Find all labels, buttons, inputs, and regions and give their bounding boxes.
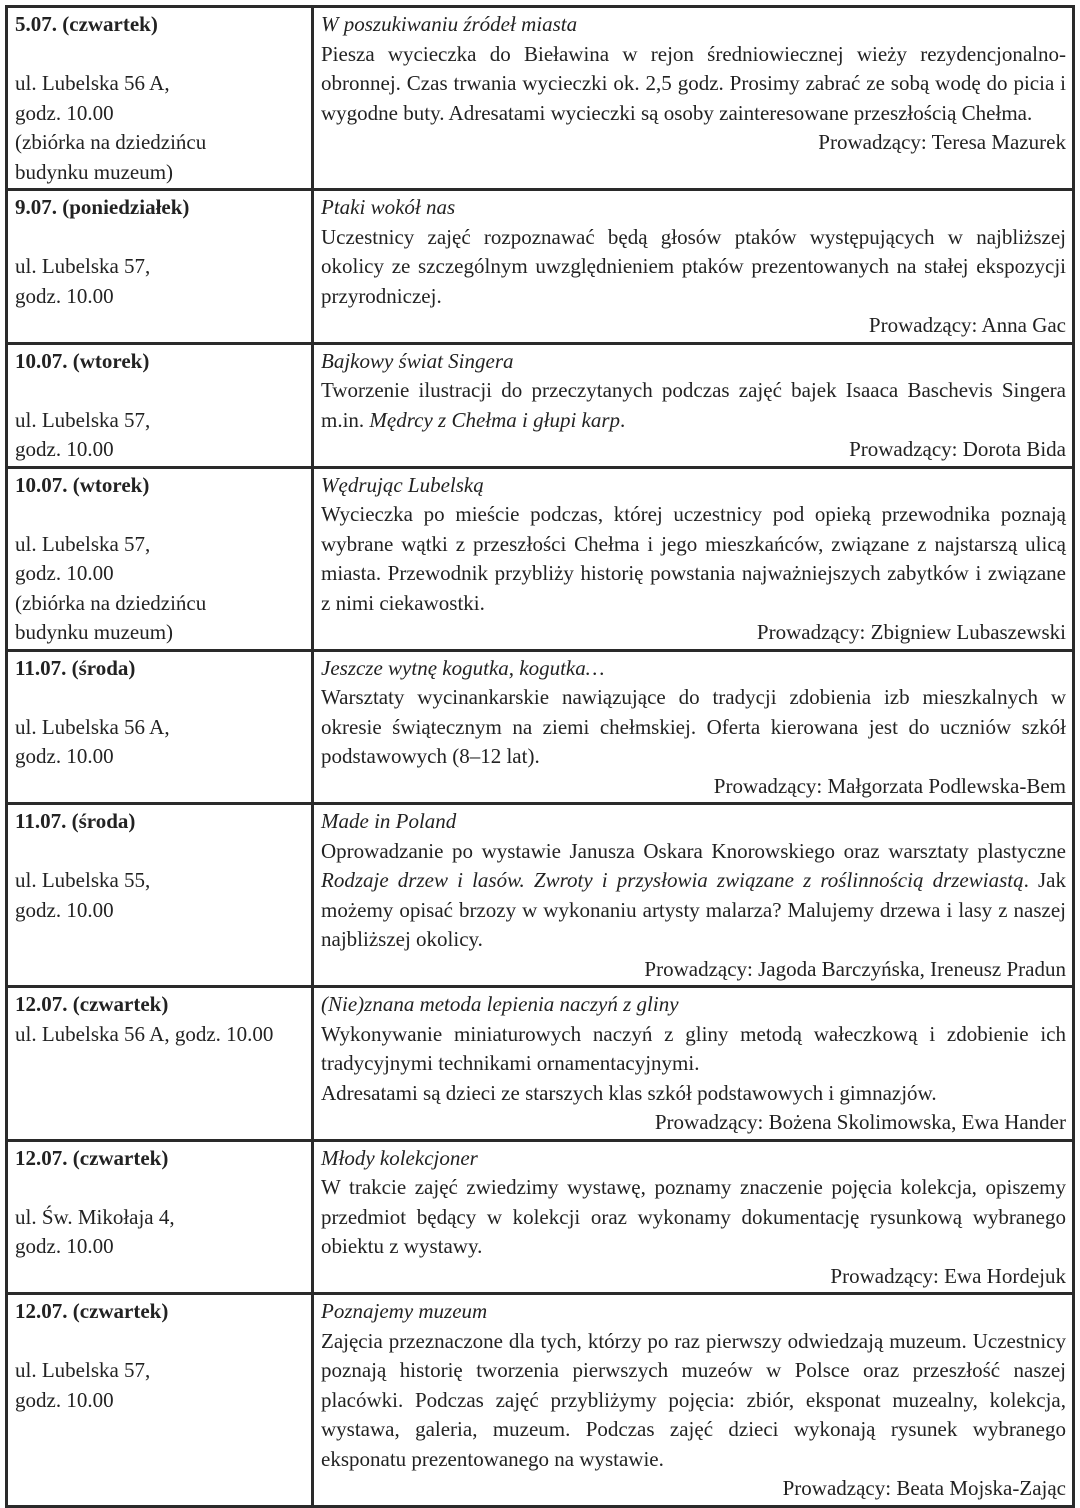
events-schedule-table [5, 5, 1075, 1508]
event-location-line: ul. Lubelska 57, [15, 407, 151, 432]
event-description-italic: Rodzaje drzew i lasów. Zwroty i przysłowia związane z roślinnością drzewiastą [321, 868, 1024, 892]
event-details-cell [313, 804, 1074, 987]
event-when-where-cell [7, 343, 313, 467]
spacer [15, 40, 305, 70]
event-location [15, 530, 305, 648]
event-description [321, 1173, 1066, 1262]
event-location [15, 69, 305, 187]
event-description-text: Wycieczka po mieście podczas, której uczestnicy pod opieką przewodnika poznają wybrane wątki z przeszłości Chełma i jego mieszkańców, związane z najstarszą ulicą miasta. Przewodnik przybliży historię powstania najważniejszych zabytków i związane z nimi ciekawostki. [321, 502, 1066, 615]
event-row [7, 804, 1074, 987]
event-location [15, 866, 305, 925]
events-table-body [7, 7, 1074, 1507]
event-date: 10.07. (wtorek) [15, 348, 150, 373]
event-location [15, 406, 305, 465]
event-description-text: Piesza wycieczka do Bieławina w rejon średniowiecznej wieży rezydencjonalno-obronnej. Czas trwania wycieczki ok. 2,5 godz. Prosimy zabrać ze sobą wodę do picia i wygodne buty. Adresatami wycieczki są osoby zainteresowane przeszłością Chełma. [321, 41, 1066, 125]
event-details-cell [313, 190, 1074, 344]
event-title: (Nie)znana metoda lepienia naczyń z gliny [321, 992, 679, 1016]
event-date: 12.07. (czwartek) [15, 992, 169, 1016]
event-row [7, 1140, 1074, 1294]
event-location-line: ul. Lubelska 57, [15, 1358, 151, 1382]
event-description-text: Warsztaty wycinankarskie nawiązujące do tradycji zdobienia izb mieszkalnych w okresie świątecznym na ziemi chełmskiej. Oferta kierowana jest do uczniów szkół podstawowych (8–12 lat). [321, 685, 1066, 768]
event-description [321, 1020, 1066, 1109]
event-location [15, 252, 305, 311]
event-description [321, 223, 1066, 312]
event-date: 9.07. (poniedziałek) [15, 195, 190, 219]
event-description-text: W trakcie zajęć zwiedzimy wystawę, poznamy znaczenie pojęcia kolekcja, opiszemy przedmiot będący w kolekcji oraz wykonamy dokumentację rysunkową wybranego obiektu z wystawy. [321, 1175, 1066, 1258]
event-description [321, 837, 1066, 955]
event-location-line: ul. Lubelska 56 A, [15, 71, 170, 95]
event-location-line: godz. 10.00 [15, 283, 114, 308]
spacer [15, 500, 305, 530]
event-location-line: ul. Lubelska 56 A, [15, 714, 170, 739]
event-location-line: godz. 10.00 [15, 1387, 114, 1412]
event-location-line: godz. 10.00 [15, 437, 114, 461]
event-title: Młody kolekcjoner [321, 1145, 478, 1170]
event-location-line: budynku muzeum) [15, 159, 174, 184]
event-date: 12.07. (czwartek) [15, 1299, 169, 1323]
event-location-line: ul. Św. Mikołaja 4, [15, 1204, 175, 1229]
event-row [7, 1294, 1074, 1507]
event-title: Poznajemy muzeum [321, 1299, 488, 1323]
event-row [7, 467, 1074, 650]
spacer [15, 1327, 305, 1357]
event-location-line: godz. 10.00 [15, 561, 114, 585]
event-location-line: budynku muzeum) [15, 620, 174, 644]
event-location [15, 1203, 305, 1262]
spacer [15, 683, 305, 713]
event-leader: Prowadzący: Anna Gac [868, 313, 1066, 337]
event-description-text: Oprowadzanie po wystawie Janusza Oskara Knorowskiego oraz warsztaty plastyczne [321, 838, 1066, 863]
event-location-line: godz. 10.00 [15, 897, 114, 922]
event-title: Made in Poland [321, 809, 457, 833]
spacer [15, 837, 305, 867]
event-location-line: ul. Lubelska 57, [15, 254, 151, 278]
event-title: W poszukiwaniu źródeł miasta [321, 12, 578, 36]
event-date: 10.07. (wtorek) [15, 472, 150, 497]
event-description-text: Tworzenie ilustracji do przeczytanych podczas zajęć bajek Isaaca Baschevis Singera m.in. [321, 378, 1066, 432]
event-location [15, 1356, 305, 1415]
event-when-where-cell [7, 7, 313, 190]
event-when-where-cell [7, 650, 313, 804]
event-location [15, 713, 305, 772]
event-when-where-cell [7, 1294, 313, 1507]
event-details-cell [313, 1294, 1074, 1507]
event-details-cell [313, 987, 1074, 1141]
event-description [321, 500, 1066, 618]
event-date: 5.07. (czwartek) [15, 12, 158, 36]
event-description [321, 376, 1066, 435]
event-description-text: Adresatami są dzieci ze starszych klas szkół podstawowych i gimnazjów. [321, 1080, 937, 1105]
event-location-line: ul. Lubelska 55, [15, 868, 151, 892]
event-when-where-cell [7, 1140, 313, 1294]
event-location-line: ul. Lubelska 56 A, godz. 10.00 [15, 1021, 274, 1046]
event-description-text: Uczestnicy zajęć rozpoznawać będą głosów ptaków występujących w najbliższej okolicy ze szczególnym uwzględnieniem ptaków prezentowanych na stałej ekspozycji przyrodniczej. [321, 224, 1066, 308]
event-title: Jeszcze wytnę kogutka, kogutka… [321, 655, 605, 680]
event-location-line: godz. 10.00 [15, 1234, 114, 1258]
event-date: 12.07. (czwartek) [15, 1145, 169, 1170]
event-location-line: godz. 10.00 [15, 744, 114, 768]
event-when-where-cell [7, 190, 313, 344]
spacer [15, 376, 305, 406]
event-leader: Prowadzący: Jagoda Barczyńska, Ireneusz Pradun [644, 956, 1066, 981]
event-details-cell [313, 650, 1074, 804]
event-title: Bajkowy świat Singera [321, 348, 514, 373]
event-when-where-cell [7, 804, 313, 987]
event-description [321, 40, 1066, 129]
event-description [321, 1327, 1066, 1475]
spacer [15, 223, 305, 253]
event-description [321, 683, 1066, 772]
event-leader: Prowadzący: Bożena Skolimowska, Ewa Hander [654, 1110, 1066, 1134]
event-location-line: (zbiórka na dziedzińcu [15, 130, 207, 154]
event-details-cell [313, 343, 1074, 467]
event-when-where-cell [7, 987, 313, 1141]
event-row [7, 987, 1074, 1141]
event-date: 11.07. (środa) [15, 809, 136, 833]
event-row [7, 343, 1074, 467]
event-leader: Prowadzący: Małgorzata Podlewska-Bem [713, 773, 1066, 798]
event-location-line: godz. 10.00 [15, 100, 114, 125]
event-description-italic: Mędrcy z Chełma i głupi karp [369, 407, 621, 432]
event-row [7, 7, 1074, 190]
event-leader: Prowadzący: Zbigniew Lubaszewski [756, 620, 1066, 644]
event-title: Ptaki wokół nas [321, 195, 456, 219]
event-leader: Prowadzący: Dorota Bida [849, 437, 1066, 461]
event-leader: Prowadzący: Teresa Mazurek [818, 130, 1066, 154]
event-leader: Prowadzący: Ewa Hordejuk [830, 1263, 1066, 1288]
event-details-cell [313, 7, 1074, 190]
event-title: Wędrując Lubelską [321, 472, 484, 497]
event-description-text: Wykonywanie miniaturowych naczyń z gliny metodą wałeczkową i zdobienie ich tradycyjnymi technikami ornamentacyjnymi. [321, 1021, 1066, 1075]
event-description-text: . Jak możemy opisać brzozy w wykonaniu artysty malarza? Malujemy drzewa i lasy z naszej najbliższej okolicy. [321, 868, 1066, 951]
event-location-line: ul. Lubelska 57, [15, 531, 151, 556]
event-location-line: (zbiórka na dziedzińcu [15, 590, 207, 615]
event-date: 11.07. (środa) [15, 655, 136, 680]
event-location [15, 1020, 305, 1050]
event-when-where-cell [7, 467, 313, 650]
event-details-cell [313, 1140, 1074, 1294]
event-row [7, 650, 1074, 804]
event-description-text: Zajęcia przeznaczone dla tych, którzy po raz pierwszy odwiedzają muzeum. Uczestnicy poznają historię tworzenia pierwszych muzeów w Polsce oraz przeszłość naszej placówki. Podczas zajęć przybliżymy pojęcia: zbiór, eksponat muzealny, kolekcja, wystawa, galeria, muzeum. Podczas zajęć dzieci wykonają rysunek wybranego eksponatu prezentowanego na wystawie. [321, 1328, 1066, 1471]
event-row [7, 190, 1074, 344]
event-details-cell [313, 467, 1074, 650]
event-leader: Prowadzący: Beata Mojska-Zając [782, 1476, 1066, 1500]
event-description-text: . [620, 407, 626, 432]
spacer [15, 1173, 305, 1203]
